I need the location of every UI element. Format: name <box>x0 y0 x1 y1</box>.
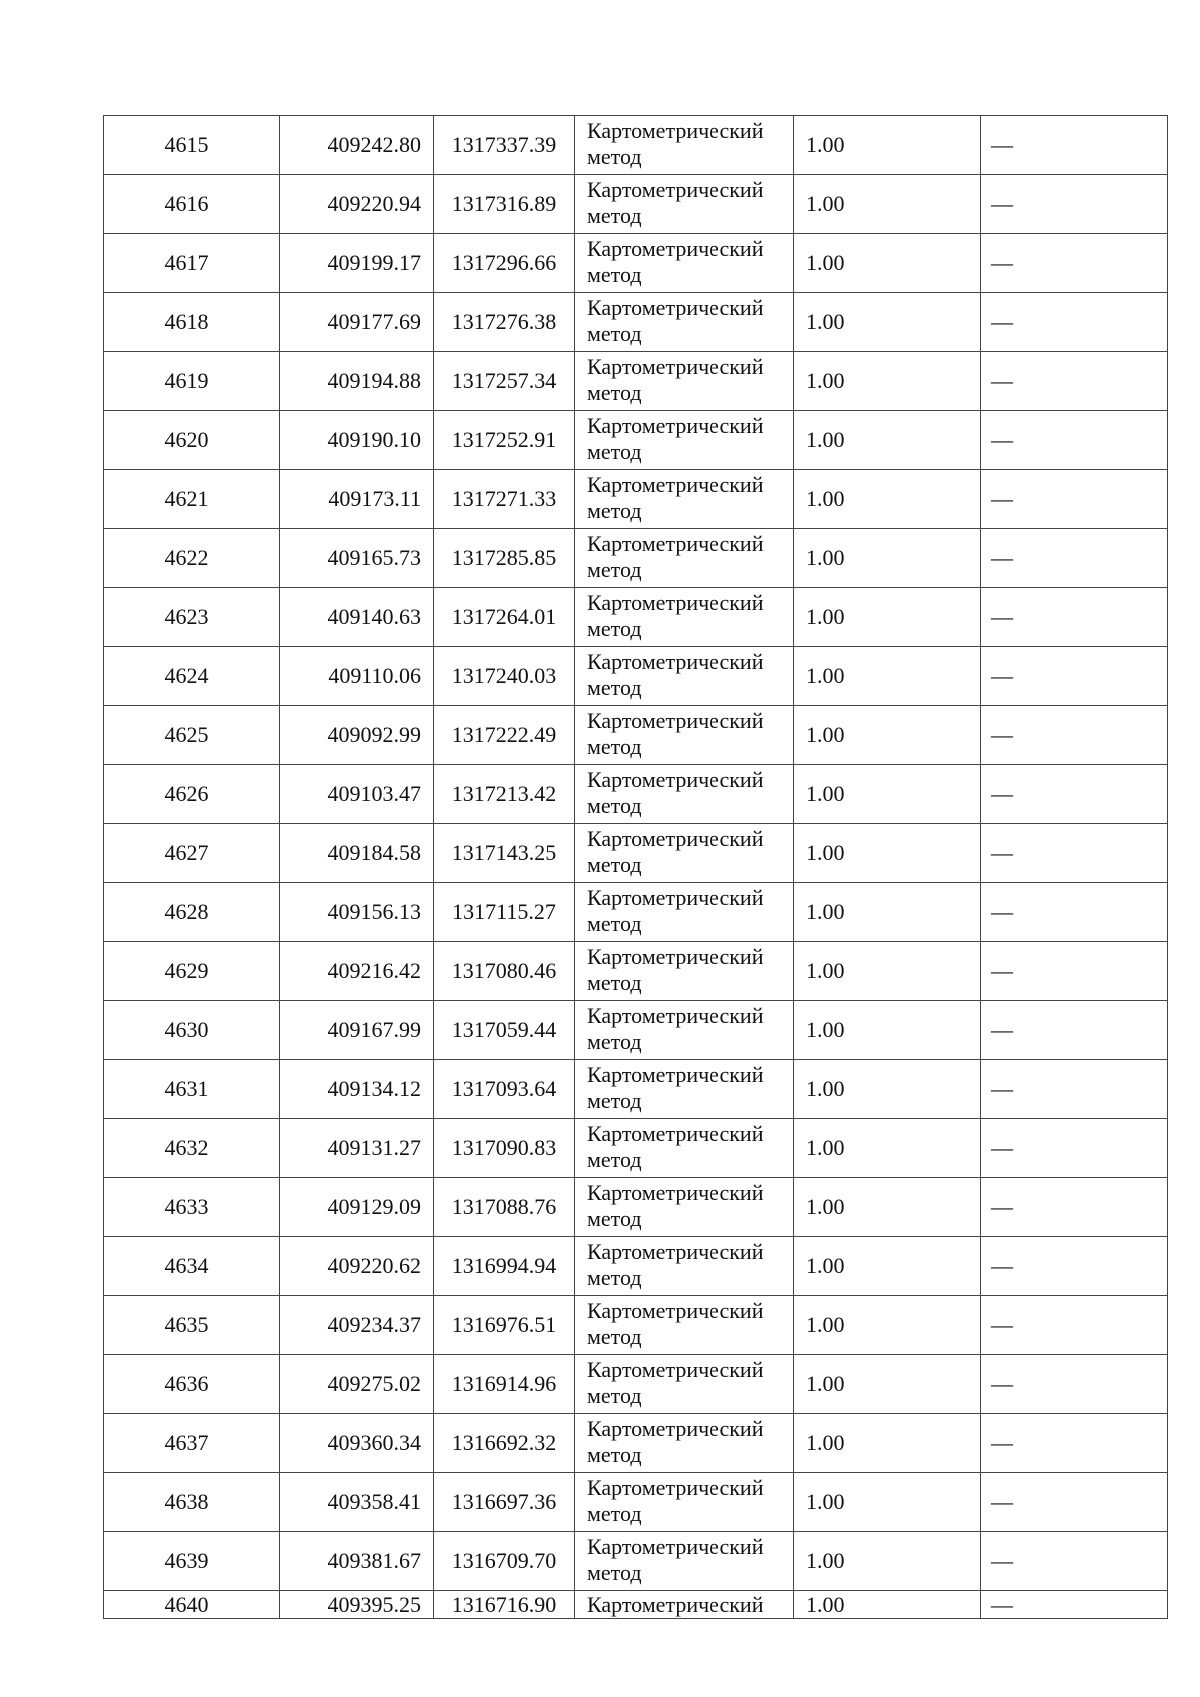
method-text-line1: Картометрический <box>587 354 764 379</box>
method-cell <box>575 1355 794 1414</box>
method-text-line1: Картометрический <box>587 649 764 674</box>
point-number-cell: 4639 <box>104 1532 280 1591</box>
y-coordinate-cell: 1317337.39 <box>434 116 575 175</box>
method-cell <box>575 470 794 529</box>
x-coordinate-cell: 409360.34 <box>280 1414 434 1473</box>
point-number-cell: 4640 <box>104 1591 280 1619</box>
y-coordinate-cell: 1317285.85 <box>434 529 575 588</box>
table-row <box>104 765 1168 824</box>
accuracy-cell: 1.00 <box>794 352 981 411</box>
x-coordinate-cell: 409092.99 <box>280 706 434 765</box>
method-text-line1: Картометрический <box>587 118 764 143</box>
method-cell <box>575 1060 794 1119</box>
note-cell: — <box>981 234 1168 293</box>
note-cell: — <box>981 883 1168 942</box>
method-text-line1: Картометрический <box>587 708 764 733</box>
x-coordinate-cell: 409140.63 <box>280 588 434 647</box>
y-coordinate-cell: 1317059.44 <box>434 1001 575 1060</box>
note-cell: — <box>981 1001 1168 1060</box>
method-text-line1: Картометрический <box>587 590 764 615</box>
accuracy-cell: 1.00 <box>794 234 981 293</box>
y-coordinate-cell: 1317252.91 <box>434 411 575 470</box>
point-number-cell: 4623 <box>104 588 280 647</box>
method-text-line1: Картометрический <box>587 531 764 556</box>
method-text-line2: метод <box>587 616 642 641</box>
point-number-cell: 4637 <box>104 1414 280 1473</box>
method-text-line1: Картометрический <box>587 1180 764 1205</box>
table-row <box>104 824 1168 883</box>
y-coordinate-cell: 1317090.83 <box>434 1119 575 1178</box>
method-text-line2: метод <box>587 675 642 700</box>
method-cell <box>575 1473 794 1532</box>
y-coordinate-cell: 1317271.33 <box>434 470 575 529</box>
point-number-cell: 4619 <box>104 352 280 411</box>
point-number-cell: 4626 <box>104 765 280 824</box>
method-text-line2: метод <box>587 1029 642 1054</box>
method-cell <box>575 765 794 824</box>
point-number-cell: 4620 <box>104 411 280 470</box>
method-text-line1: Картометрический <box>587 767 764 792</box>
y-coordinate-cell: 1317296.66 <box>434 234 575 293</box>
point-number-cell: 4630 <box>104 1001 280 1060</box>
method-cell <box>575 411 794 470</box>
coordinates-table-body <box>104 116 1168 1619</box>
method-text-line2: метод <box>587 262 642 287</box>
method-cell <box>575 234 794 293</box>
accuracy-cell: 1.00 <box>794 1296 981 1355</box>
method-text-line1: Картометрический <box>587 944 764 969</box>
point-number-cell: 4634 <box>104 1237 280 1296</box>
accuracy-cell: 1.00 <box>794 175 981 234</box>
table-row <box>104 1001 1168 1060</box>
method-cell <box>575 352 794 411</box>
method-cell <box>575 116 794 175</box>
note-cell: — <box>981 942 1168 1001</box>
accuracy-cell: 1.00 <box>794 116 981 175</box>
note-cell: — <box>981 588 1168 647</box>
point-number-cell: 4636 <box>104 1355 280 1414</box>
x-coordinate-cell: 409199.17 <box>280 234 434 293</box>
method-text-line2: метод <box>587 793 642 818</box>
accuracy-cell: 1.00 <box>794 1591 981 1619</box>
method-cell <box>575 529 794 588</box>
method-cell <box>575 883 794 942</box>
note-cell: — <box>981 1237 1168 1296</box>
x-coordinate-cell: 409220.94 <box>280 175 434 234</box>
method-cell <box>575 706 794 765</box>
method-text-line2: метод <box>587 911 642 936</box>
note-cell: — <box>981 116 1168 175</box>
table-row <box>104 1119 1168 1178</box>
x-coordinate-cell: 409234.37 <box>280 1296 434 1355</box>
table-row <box>104 470 1168 529</box>
point-number-cell: 4618 <box>104 293 280 352</box>
method-text-line2: метод <box>587 1147 642 1172</box>
coordinates-table <box>103 115 1168 1619</box>
note-cell: — <box>981 411 1168 470</box>
x-coordinate-cell: 409395.25 <box>280 1591 434 1619</box>
method-text-line2: метод <box>587 852 642 877</box>
method-text-line2: метод <box>587 144 642 169</box>
method-cell <box>575 588 794 647</box>
x-coordinate-cell: 409131.27 <box>280 1119 434 1178</box>
y-coordinate-cell: 1317080.46 <box>434 942 575 1001</box>
method-text-line1: Картометрический <box>587 413 764 438</box>
method-text-line2: метод <box>587 970 642 995</box>
note-cell: — <box>981 824 1168 883</box>
table-row <box>104 1473 1168 1532</box>
method-cell <box>575 824 794 883</box>
method-cell <box>575 1414 794 1473</box>
point-number-cell: 4622 <box>104 529 280 588</box>
point-number-cell: 4621 <box>104 470 280 529</box>
table-row <box>104 706 1168 765</box>
table-row <box>104 1060 1168 1119</box>
point-number-cell: 4628 <box>104 883 280 942</box>
method-cell <box>575 175 794 234</box>
accuracy-cell: 1.00 <box>794 883 981 942</box>
y-coordinate-cell: 1317240.03 <box>434 647 575 706</box>
method-text-line1: Картометрический <box>587 472 764 497</box>
method-text-line1: Картометрический <box>587 236 764 261</box>
point-number-cell: 4638 <box>104 1473 280 1532</box>
method-text-line1: Картометрический <box>587 1003 764 1028</box>
table-row <box>104 1532 1168 1591</box>
method-text-line2: метод <box>587 1383 642 1408</box>
method-cell <box>575 1591 794 1619</box>
y-coordinate-cell: 1317213.42 <box>434 765 575 824</box>
method-text-line2: метод <box>587 498 642 523</box>
table-row <box>104 352 1168 411</box>
note-cell: — <box>981 647 1168 706</box>
note-cell: — <box>981 1591 1168 1619</box>
method-text-line2: метод <box>587 1501 642 1526</box>
accuracy-cell: 1.00 <box>794 1237 981 1296</box>
point-number-cell: 4616 <box>104 175 280 234</box>
method-text-line1: Картометрический <box>587 1298 764 1323</box>
y-coordinate-cell: 1317222.49 <box>434 706 575 765</box>
table-row <box>104 883 1168 942</box>
accuracy-cell: 1.00 <box>794 1060 981 1119</box>
method-text-line1: Картометрический <box>587 1239 764 1264</box>
note-cell: — <box>981 529 1168 588</box>
accuracy-cell: 1.00 <box>794 942 981 1001</box>
table-row <box>104 234 1168 293</box>
table-row <box>104 588 1168 647</box>
accuracy-cell: 1.00 <box>794 1178 981 1237</box>
method-text-line2: метод <box>587 1560 642 1585</box>
point-number-cell: 4625 <box>104 706 280 765</box>
y-coordinate-cell: 1316716.90 <box>434 1591 575 1619</box>
accuracy-cell: 1.00 <box>794 411 981 470</box>
accuracy-cell: 1.00 <box>794 1001 981 1060</box>
y-coordinate-cell: 1317088.76 <box>434 1178 575 1237</box>
table-row <box>104 293 1168 352</box>
x-coordinate-cell: 409103.47 <box>280 765 434 824</box>
method-text-line1: Картометрический <box>587 1416 764 1441</box>
method-text-line2: метод <box>587 439 642 464</box>
note-cell: — <box>981 1296 1168 1355</box>
method-cell <box>575 1237 794 1296</box>
y-coordinate-cell: 1316697.36 <box>434 1473 575 1532</box>
y-coordinate-cell: 1316976.51 <box>434 1296 575 1355</box>
method-cell <box>575 942 794 1001</box>
x-coordinate-cell: 409190.10 <box>280 411 434 470</box>
note-cell: — <box>981 706 1168 765</box>
note-cell: — <box>981 352 1168 411</box>
method-cell <box>575 1001 794 1060</box>
method-text-line2: метод <box>587 203 642 228</box>
note-cell: — <box>981 1355 1168 1414</box>
x-coordinate-cell: 409129.09 <box>280 1178 434 1237</box>
note-cell: — <box>981 175 1168 234</box>
point-number-cell: 4617 <box>104 234 280 293</box>
y-coordinate-cell: 1317093.64 <box>434 1060 575 1119</box>
x-coordinate-cell: 409165.73 <box>280 529 434 588</box>
method-text-line2: метод <box>587 1206 642 1231</box>
method-text-line1: Картометрический <box>587 1062 764 1087</box>
note-cell: — <box>981 765 1168 824</box>
table-row <box>104 1296 1168 1355</box>
x-coordinate-cell: 409194.88 <box>280 352 434 411</box>
note-cell: — <box>981 1060 1168 1119</box>
x-coordinate-cell: 409220.62 <box>280 1237 434 1296</box>
x-coordinate-cell: 409156.13 <box>280 883 434 942</box>
method-text-line1: Картометрический <box>587 1534 764 1559</box>
accuracy-cell: 1.00 <box>794 1414 981 1473</box>
y-coordinate-cell: 1317143.25 <box>434 824 575 883</box>
point-number-cell: 4632 <box>104 1119 280 1178</box>
x-coordinate-cell: 409167.99 <box>280 1001 434 1060</box>
method-text-line1: Картометрический <box>587 177 764 202</box>
method-cell <box>575 1119 794 1178</box>
y-coordinate-cell: 1317276.38 <box>434 293 575 352</box>
method-text-line2: метод <box>587 1442 642 1467</box>
note-cell: — <box>981 1473 1168 1532</box>
point-number-cell: 4627 <box>104 824 280 883</box>
table-row <box>104 116 1168 175</box>
y-coordinate-cell: 1316709.70 <box>434 1532 575 1591</box>
x-coordinate-cell: 409358.41 <box>280 1473 434 1532</box>
method-text-line2: метод <box>587 1265 642 1290</box>
accuracy-cell: 1.00 <box>794 706 981 765</box>
method-text-line1: Картометрический <box>587 1357 764 1382</box>
method-text-line1: Картометрический <box>587 1121 764 1146</box>
accuracy-cell: 1.00 <box>794 470 981 529</box>
point-number-cell: 4615 <box>104 116 280 175</box>
accuracy-cell: 1.00 <box>794 765 981 824</box>
table-row <box>104 175 1168 234</box>
point-number-cell: 4633 <box>104 1178 280 1237</box>
note-cell: — <box>981 1532 1168 1591</box>
accuracy-cell: 1.00 <box>794 1119 981 1178</box>
method-text-line1: Картометрический <box>587 885 764 910</box>
y-coordinate-cell: 1317115.27 <box>434 883 575 942</box>
y-coordinate-cell: 1317316.89 <box>434 175 575 234</box>
accuracy-cell: 1.00 <box>794 1355 981 1414</box>
method-text-line2: метод <box>587 1324 642 1349</box>
accuracy-cell: 1.00 <box>794 647 981 706</box>
table-row <box>104 647 1168 706</box>
x-coordinate-cell: 409242.80 <box>280 116 434 175</box>
method-text-line1: Картометрический <box>587 295 764 320</box>
method-cell <box>575 647 794 706</box>
table-row <box>104 529 1168 588</box>
table-row <box>104 942 1168 1001</box>
method-text-line1: Картометрический <box>587 1475 764 1500</box>
y-coordinate-cell: 1316914.96 <box>434 1355 575 1414</box>
note-cell: — <box>981 470 1168 529</box>
note-cell: — <box>981 1119 1168 1178</box>
x-coordinate-cell: 409173.11 <box>280 470 434 529</box>
method-text-line2: метод <box>587 380 642 405</box>
y-coordinate-cell: 1316994.94 <box>434 1237 575 1296</box>
x-coordinate-cell: 409177.69 <box>280 293 434 352</box>
table-row <box>104 1355 1168 1414</box>
method-cell <box>575 1296 794 1355</box>
y-coordinate-cell: 1316692.32 <box>434 1414 575 1473</box>
point-number-cell: 4631 <box>104 1060 280 1119</box>
point-number-cell: 4624 <box>104 647 280 706</box>
x-coordinate-cell: 409275.02 <box>280 1355 434 1414</box>
accuracy-cell: 1.00 <box>794 588 981 647</box>
method-cell <box>575 293 794 352</box>
note-cell: — <box>981 1178 1168 1237</box>
x-coordinate-cell: 409381.67 <box>280 1532 434 1591</box>
y-coordinate-cell: 1317257.34 <box>434 352 575 411</box>
method-cell <box>575 1178 794 1237</box>
method-text-line2: метод <box>587 557 642 582</box>
method-text-line1: Картометрический <box>587 1591 764 1617</box>
point-number-cell: 4635 <box>104 1296 280 1355</box>
note-cell: — <box>981 293 1168 352</box>
x-coordinate-cell: 409216.42 <box>280 942 434 1001</box>
accuracy-cell: 1.00 <box>794 529 981 588</box>
x-coordinate-cell: 409184.58 <box>280 824 434 883</box>
y-coordinate-cell: 1317264.01 <box>434 588 575 647</box>
accuracy-cell: 1.00 <box>794 293 981 352</box>
table-row <box>104 1178 1168 1237</box>
point-number-cell: 4629 <box>104 942 280 1001</box>
table-row <box>104 1237 1168 1296</box>
table-row <box>104 1414 1168 1473</box>
accuracy-cell: 1.00 <box>794 824 981 883</box>
accuracy-cell: 1.00 <box>794 1532 981 1591</box>
method-text-line2: метод <box>587 1088 642 1113</box>
method-text-line2: метод <box>587 734 642 759</box>
accuracy-cell: 1.00 <box>794 1473 981 1532</box>
method-text-line2: метод <box>587 321 642 346</box>
note-cell: — <box>981 1414 1168 1473</box>
table-row <box>104 411 1168 470</box>
x-coordinate-cell: 409110.06 <box>280 647 434 706</box>
table-row <box>104 1591 1168 1619</box>
method-text-line1: Картометрический <box>587 826 764 851</box>
method-cell <box>575 1532 794 1591</box>
x-coordinate-cell: 409134.12 <box>280 1060 434 1119</box>
